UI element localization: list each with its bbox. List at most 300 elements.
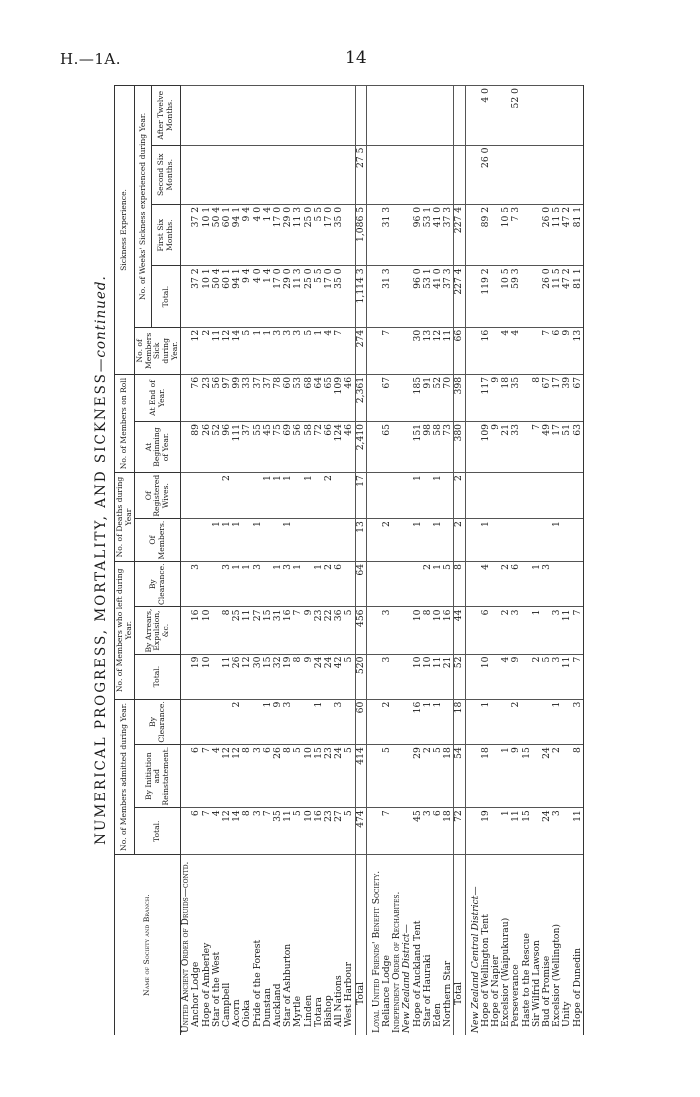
table-cell: 18 <box>481 745 491 808</box>
table-cell <box>573 561 584 607</box>
table-cell: 31 <box>273 607 283 654</box>
table-cell: 7 <box>382 327 392 374</box>
table-cell <box>454 145 465 204</box>
table-row <box>542 86 552 1036</box>
empty-cell <box>402 86 412 146</box>
table-cell: 1 <box>263 473 273 519</box>
table-cell <box>232 145 242 204</box>
table-cell <box>501 145 511 204</box>
empty-cell <box>392 86 402 146</box>
table-cell <box>562 745 572 808</box>
branch-name: Star of Hauraki <box>423 855 433 1035</box>
table-cell <box>562 145 572 204</box>
table-cell: 10 <box>413 607 423 654</box>
col-sick: No. of Members Sick during Year. <box>135 327 181 374</box>
table-cell: 11 <box>443 327 454 374</box>
table-cell: 29 0 <box>283 204 293 265</box>
table-cell: 37 3 <box>443 204 454 265</box>
table-cell: 45 <box>413 808 423 855</box>
table-cell: 7 <box>542 327 552 374</box>
table-cell: 10 5 <box>501 266 511 327</box>
table-cell: 7 <box>263 808 273 855</box>
table-cell: 11 <box>573 808 584 855</box>
subgroup-heading-row <box>402 86 412 1036</box>
table-cell <box>232 473 242 519</box>
empty-cell <box>471 473 481 519</box>
table-cell: 60 1 <box>222 266 232 327</box>
table-cell <box>454 86 465 146</box>
branch-name: Oioka <box>242 855 252 1035</box>
table-row <box>562 86 572 1036</box>
table-cell: 58 <box>304 421 314 472</box>
table-cell: 1 4 <box>263 204 273 265</box>
table-cell: 1 <box>481 519 491 562</box>
table-row <box>253 86 263 1036</box>
table-cell: 2 <box>382 519 392 562</box>
table-cell: 1 <box>314 699 324 745</box>
table-cell: 2 <box>501 607 511 654</box>
table-cell: 1 <box>273 473 283 519</box>
table-cell: 1 <box>501 808 511 855</box>
table-cell <box>522 519 532 562</box>
table-cell <box>232 86 242 146</box>
table-cell: 1 <box>552 699 562 745</box>
table-cell: 16 <box>191 607 201 654</box>
col-roll-end: At End of Year. <box>135 374 181 421</box>
branch-name: Hope of Napier <box>491 855 501 1035</box>
table-cell: 1 <box>253 327 263 374</box>
table-cell: 1 <box>433 699 443 745</box>
table-cell: 47 2 <box>562 266 572 327</box>
table-cell <box>491 473 501 519</box>
table-cell: 97 <box>222 374 232 421</box>
table-cell: 4 <box>481 561 491 607</box>
table-cell: 1 <box>242 561 252 607</box>
table-cell: 151 <box>413 421 423 472</box>
table-cell: 2 <box>552 745 562 808</box>
col-admitted-header: No. of Members admitted during Year. <box>115 699 135 855</box>
table-row <box>293 86 303 1036</box>
table-cell: 35 0 <box>334 266 344 327</box>
table-cell: 2 <box>501 561 511 607</box>
table-cell <box>522 86 532 146</box>
table-cell: 10 <box>433 607 443 654</box>
table-cell: 17 <box>355 473 366 519</box>
branch-name: Anchor Lodge <box>191 855 201 1035</box>
table-cell <box>293 519 303 562</box>
empty-cell <box>402 145 412 204</box>
table-row <box>491 86 501 1036</box>
table-cell <box>562 473 572 519</box>
table-cell <box>324 86 334 146</box>
table-cell: 1 <box>212 519 222 562</box>
table-cell <box>562 561 572 607</box>
table-cell: 15 <box>314 745 324 808</box>
table-cell <box>202 86 212 146</box>
table-cell: 27 5 <box>355 145 366 204</box>
table-cell: 41 0 <box>433 266 443 327</box>
table-cell <box>522 699 532 745</box>
table-cell: 67 <box>382 374 392 421</box>
table-cell: 25 <box>232 607 242 654</box>
table-cell: 16 <box>283 607 293 654</box>
table-cell <box>273 145 283 204</box>
table-cell <box>443 699 454 745</box>
table-cell: 15 <box>263 607 273 654</box>
table-cell: 124 <box>334 421 344 472</box>
table-cell <box>491 145 501 204</box>
table-cell <box>443 519 454 562</box>
table-row <box>304 86 314 1036</box>
table-cell: 10 5 <box>501 204 511 265</box>
branch-name: Unity <box>562 855 572 1035</box>
table-cell: 3 <box>283 561 293 607</box>
table-cell: 26 0 <box>481 145 491 204</box>
table-cell: 81 1 <box>573 266 584 327</box>
table-cell <box>552 86 562 146</box>
table-cell: 2 <box>532 654 542 699</box>
table-cell <box>382 86 392 146</box>
table-cell: 380 <box>454 421 465 472</box>
table-cell <box>263 86 273 146</box>
table-cell <box>293 145 303 204</box>
table-cell <box>532 699 542 745</box>
table-cell: 3 <box>423 808 433 855</box>
table-cell <box>532 519 542 562</box>
table-cell: 4 <box>501 327 511 374</box>
table-cell <box>511 145 521 204</box>
table-cell: 10 <box>481 654 491 699</box>
empty-cell <box>392 745 402 808</box>
table-cell: 5 <box>344 607 355 654</box>
table-cell: 17 <box>552 374 562 421</box>
table-cell <box>344 473 355 519</box>
table-cell: 4 <box>324 327 334 374</box>
table-cell: 96 0 <box>413 266 423 327</box>
table-cell: 8 <box>532 374 542 421</box>
empty-cell <box>181 519 192 562</box>
table-cell <box>355 86 366 146</box>
table-cell: 109 <box>334 374 344 421</box>
table-cell: 51 <box>562 421 572 472</box>
col-name-header: Name of Society and Branch. <box>115 855 181 1035</box>
table-cell: 16 <box>443 607 454 654</box>
table-cell: 37 2 <box>191 266 201 327</box>
branch-name: Campbell <box>222 855 232 1035</box>
table-cell <box>542 473 552 519</box>
table-cell: 185 <box>413 374 423 421</box>
table-cell: 23 <box>314 607 324 654</box>
table-cell: 11 <box>511 808 521 855</box>
branch-name: Excelsior (Waipukurau) <box>501 855 511 1035</box>
page-number: 14 <box>345 48 367 68</box>
table-cell: 11 5 <box>552 204 562 265</box>
table-cell: 5 <box>382 745 392 808</box>
total-row <box>454 86 465 1036</box>
table-cell: 30 <box>413 327 423 374</box>
table-cell: 5 <box>542 654 552 699</box>
table-cell: 4 <box>212 745 222 808</box>
branch-name: Linden <box>304 855 314 1035</box>
table-cell: 7 3 <box>511 204 521 265</box>
table-cell: 24 <box>324 654 334 699</box>
rotated-table-panel <box>90 85 680 1035</box>
branch-name: Myrtle <box>293 855 303 1035</box>
table-cell <box>511 519 521 562</box>
table-cell: 11 <box>222 654 232 699</box>
table-cell: 67 <box>542 374 552 421</box>
table-cell: 60 1 <box>222 204 232 265</box>
table-cell: 1 <box>263 327 273 374</box>
table-cell: 3 <box>552 808 562 855</box>
table-cell: 29 <box>413 745 423 808</box>
table-cell <box>522 327 532 374</box>
table-cell: 7 <box>573 607 584 654</box>
table-cell: 7 <box>573 654 584 699</box>
table-cell: 1 <box>273 561 283 607</box>
table-cell: 52 <box>454 654 465 699</box>
table-cell: 18 <box>501 374 511 421</box>
table-cell: 19 <box>481 808 491 855</box>
table-cell: 37 <box>242 421 252 472</box>
table-cell: 7 <box>532 421 542 472</box>
table-cell: 3 <box>253 561 263 607</box>
group-heading: Independent Order of Rechabites. <box>392 855 402 1035</box>
table-cell: 55 <box>253 421 263 472</box>
table-cell: 31 3 <box>382 266 392 327</box>
table-cell: 5 <box>304 327 314 374</box>
table-cell: 41 0 <box>433 204 443 265</box>
table-cell: 64 <box>314 374 324 421</box>
col-adm-clear: By Clearance. <box>135 699 181 745</box>
table-cell: 9 <box>511 745 521 808</box>
table-cell <box>481 473 491 519</box>
table-cell: 2 <box>222 473 232 519</box>
table-cell <box>344 86 355 146</box>
table-cell: 9 <box>511 654 521 699</box>
table-cell: 10 <box>304 745 314 808</box>
table-row <box>232 86 242 1036</box>
table-cell <box>191 86 201 146</box>
subgroup-heading-row <box>471 86 481 1036</box>
table-cell: 1 <box>304 473 314 519</box>
table-row <box>212 86 222 1036</box>
table-cell: 94 1 <box>232 266 242 327</box>
table-cell: 73 <box>443 421 454 472</box>
table-cell: 69 <box>283 421 293 472</box>
table-cell: 26 <box>273 745 283 808</box>
table-cell <box>202 473 212 519</box>
table-cell: 58 <box>433 421 443 472</box>
table-cell: 91 <box>423 374 433 421</box>
table-cell <box>263 145 273 204</box>
table-cell: 66 <box>324 421 334 472</box>
table-row <box>443 86 454 1036</box>
table-cell: 23 <box>324 745 334 808</box>
col-wk-first: First Six Months. <box>151 204 180 265</box>
table-cell: 6 <box>552 327 562 374</box>
col-roll-begin: At Beginning of Year. <box>135 421 181 472</box>
group-heading-row <box>392 86 402 1036</box>
table-cell: 19 <box>283 654 293 699</box>
table-cell: 16 <box>413 699 423 745</box>
table-cell <box>253 145 263 204</box>
table-cell: 15 <box>522 745 532 808</box>
table-cell <box>562 519 572 562</box>
table-cell <box>413 145 423 204</box>
table-cell: 10 <box>202 654 212 699</box>
col-left-clear: By Clearance. <box>135 561 181 607</box>
table-cell: 33 <box>511 421 521 472</box>
table-cell <box>573 519 584 562</box>
table-cell <box>304 519 314 562</box>
table-row <box>344 86 355 1036</box>
table-cell <box>293 86 303 146</box>
table-cell: 46 <box>344 374 355 421</box>
table-row <box>283 86 293 1036</box>
table-cell: 8 <box>283 745 293 808</box>
table-cell: 47 2 <box>562 204 572 265</box>
table-cell: 1 <box>413 473 423 519</box>
table-cell: 11 5 <box>552 266 562 327</box>
table-cell: 63 <box>573 421 584 472</box>
table-cell <box>344 519 355 562</box>
table-cell: 66 <box>454 327 465 374</box>
table-cell: 65 <box>382 421 392 472</box>
table-cell <box>324 145 334 204</box>
table-cell <box>542 145 552 204</box>
table-cell <box>491 745 501 808</box>
table-cell: 5 <box>293 808 303 855</box>
table-cell <box>522 266 532 327</box>
table-cell: 4 0 <box>253 266 263 327</box>
table-row <box>242 86 252 1036</box>
table-row <box>413 86 423 1036</box>
table-cell <box>382 473 392 519</box>
table-cell: 1 <box>232 519 242 562</box>
branch-name: Eden <box>433 855 443 1035</box>
table-cell <box>222 86 232 146</box>
table-cell: 50 4 <box>212 204 222 265</box>
table-cell: 11 <box>242 607 252 654</box>
table-cell: 16 <box>314 808 324 855</box>
table-cell: 2 <box>382 699 392 745</box>
branch-name: Bud of Promise <box>542 855 552 1035</box>
table-cell: 3 <box>382 607 392 654</box>
table-cell: 18 <box>443 808 454 855</box>
branch-name: Perseverance <box>511 855 521 1035</box>
table-cell: 25 0 <box>304 204 314 265</box>
table-cell: 2 <box>324 473 334 519</box>
table-cell: 76 <box>191 374 201 421</box>
col-adm-total: Total. <box>135 808 181 855</box>
table-cell: 99 <box>232 374 242 421</box>
empty-cell <box>402 561 412 607</box>
table-cell: 6 <box>511 561 521 607</box>
table-cell: 10 <box>202 607 212 654</box>
table-row <box>314 86 324 1036</box>
table-cell <box>433 86 443 146</box>
table-cell <box>334 86 344 146</box>
table-cell: 78 <box>273 374 283 421</box>
empty-cell <box>181 86 192 146</box>
statistics-table <box>114 85 584 1035</box>
table-cell <box>491 86 501 146</box>
table-cell: 9 <box>491 421 501 472</box>
table-cell: 1,086 5 <box>355 204 366 265</box>
table-cell: 23 <box>324 808 334 855</box>
empty-cell <box>372 145 382 204</box>
table-cell: 10 1 <box>202 266 212 327</box>
table-cell: 2 <box>423 561 433 607</box>
table-cell: 4 <box>212 808 222 855</box>
table-cell <box>423 145 433 204</box>
table-cell: 117 <box>481 374 491 421</box>
branch-name: Sir Wilfrid Lawson <box>532 855 542 1035</box>
table-cell: 56 <box>293 421 303 472</box>
table-cell <box>532 86 542 146</box>
table-cell: 1 <box>532 607 542 654</box>
branch-name: Reliance Lodge <box>382 855 392 1035</box>
table-cell: 23 <box>202 374 212 421</box>
table-cell: 3 <box>191 561 201 607</box>
table-cell: 5 <box>293 745 303 808</box>
branch-name: Hope of Auckland Tent <box>413 855 423 1035</box>
table-cell: 1,114 3 <box>355 266 366 327</box>
table-row <box>324 86 334 1036</box>
table-title <box>90 85 112 1035</box>
table-cell <box>573 86 584 146</box>
table-cell <box>202 699 212 745</box>
table-cell: 33 <box>242 374 252 421</box>
table-cell: 1 <box>222 519 232 562</box>
total-label: Total <box>355 855 366 1035</box>
empty-cell <box>392 561 402 607</box>
empty-cell <box>181 145 192 204</box>
table-cell: 4 0 <box>253 204 263 265</box>
table-cell: 2 <box>423 745 433 808</box>
table-cell: 18 <box>454 699 465 745</box>
table-cell <box>191 519 201 562</box>
branch-name: Pride of the Forest <box>253 855 263 1035</box>
branch-name: Acorn <box>232 855 242 1035</box>
table-cell <box>191 473 201 519</box>
table-cell: 9 <box>491 374 501 421</box>
table-cell: 52 <box>212 421 222 472</box>
table-cell: 414 <box>355 745 366 808</box>
empty-cell <box>372 745 382 808</box>
table-cell: 75 <box>273 421 283 472</box>
table-row <box>273 86 283 1036</box>
col-adm-init: By Initiation and Reinstatement. <box>135 745 181 808</box>
table-cell <box>334 145 344 204</box>
col-left-total: Total. <box>135 654 181 699</box>
table-cell: 13 <box>355 519 366 562</box>
table-cell: 2 <box>324 561 334 607</box>
table-cell: 8 <box>222 607 232 654</box>
table-title-suffix: —continued. <box>93 275 109 373</box>
table-title-main: NUMERICAL PROGRESS, MORTALITY, AND SICKNESS <box>93 372 109 845</box>
table-cell: 9 4 <box>242 266 252 327</box>
table-cell: 56 <box>212 374 222 421</box>
table-row <box>532 86 542 1036</box>
table-cell <box>552 145 562 204</box>
table-cell <box>191 699 201 745</box>
table-cell: 8 <box>293 654 303 699</box>
table-cell: 11 3 <box>293 266 303 327</box>
table-cell: 6 <box>191 808 201 855</box>
empty-cell <box>392 607 402 654</box>
